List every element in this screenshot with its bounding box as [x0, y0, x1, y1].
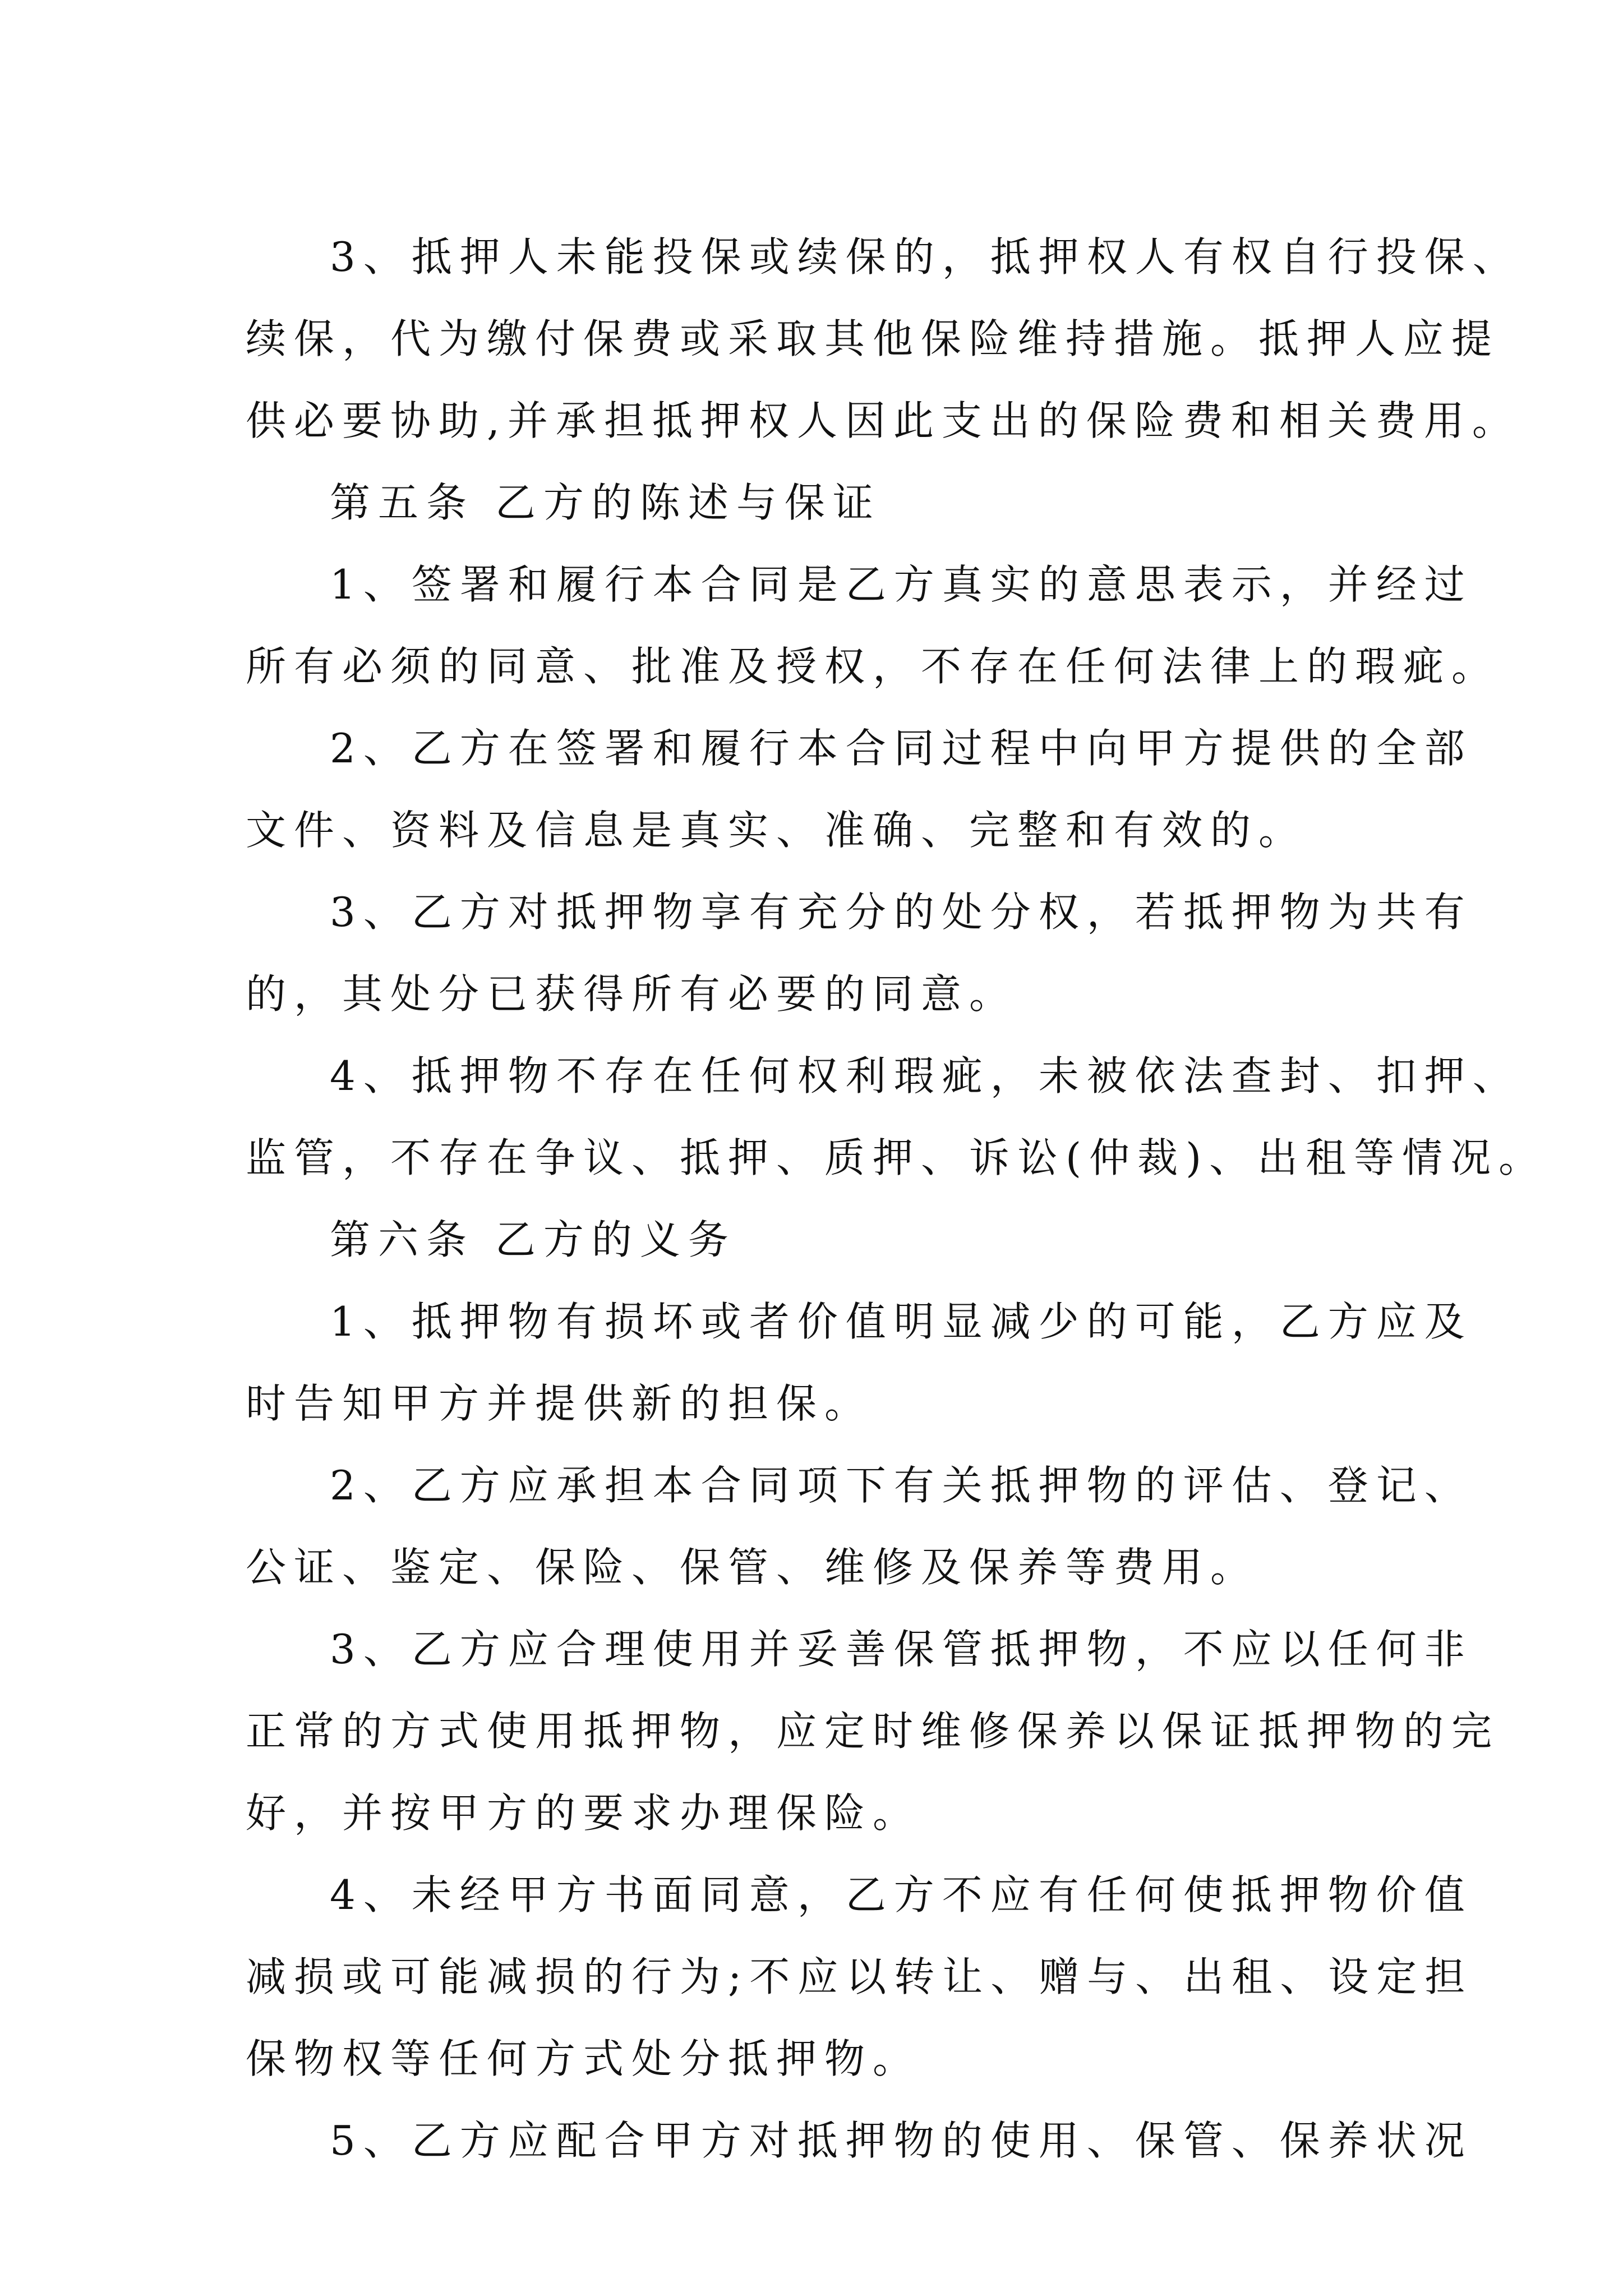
text-line: 好，并按甲方的要求办理保险。	[246, 1789, 921, 1837]
text-line: 监管，不存在争议、抵押、质押、诉讼(仲裁)、出租等情况。	[246, 1134, 1547, 1181]
text-line: 的，其处分已获得所有必要的同意。	[246, 970, 1018, 1018]
section-heading: 第六条 乙方的义务	[330, 1216, 736, 1263]
text-line: 公证、鉴定、保险、保管、维修及保养等费用。	[246, 1544, 1259, 1591]
text-line: 供必要协助,并承担抵押权人因此支出的保险费和相关费用。	[246, 397, 1520, 444]
text-line: 所有必须的同意、批准及授权，不存在任何法律上的瑕疵。	[246, 643, 1500, 690]
text-line: 保物权等任何方式处分抵押物。	[246, 2035, 921, 2082]
text-line: 3、乙方对抵押物享有充分的处分权，若抵押物为共有	[330, 889, 1473, 936]
text-line: 1、签署和履行本合同是乙方真实的意思表示，并经过	[330, 561, 1473, 608]
text-line: 3、抵押人未能投保或续保的，抵押权人有权自行投保、	[330, 233, 1521, 280]
text-line: 正常的方式使用抵押物，应定时维修保养以保证抵押物的完	[246, 1708, 1500, 1755]
document-body	[246, 216, 1547, 2182]
text-line: 1、抵押物有损坏或者价值明显减少的可能，乙方应及	[330, 1298, 1473, 1345]
text-line: 5、乙方应配合甲方对抵押物的使用、保管、保养状况	[330, 2117, 1473, 2164]
text-line: 时告知甲方并提供新的担保。	[246, 1380, 873, 1427]
text-line: 3、乙方应合理使用并妥善保管抵押物，不应以任何非	[330, 1626, 1473, 1673]
text-line: 减损或可能减损的行为;不应以转让、赠与、出租、设定担	[246, 1953, 1473, 2000]
text-line: 2、乙方应承担本合同项下有关抵押物的评估、登记、	[330, 1462, 1473, 1509]
text-line: 2、乙方在签署和履行本合同过程中向甲方提供的全部	[330, 725, 1473, 772]
text-line: 4、未经甲方书面同意，乙方不应有任何使抵押物价值	[330, 1871, 1473, 1918]
text-line: 续保，代为缴付保费或采取其他保险维持措施。抵押人应提	[246, 315, 1500, 362]
section-heading: 第五条 乙方的陈述与保证	[330, 479, 881, 526]
text-line: 文件、资料及信息是真实、准确、完整和有效的。	[246, 807, 1307, 854]
text-line: 4、抵押物不存在任何权利瑕疵，未被依法查封、扣押、	[330, 1052, 1521, 1099]
